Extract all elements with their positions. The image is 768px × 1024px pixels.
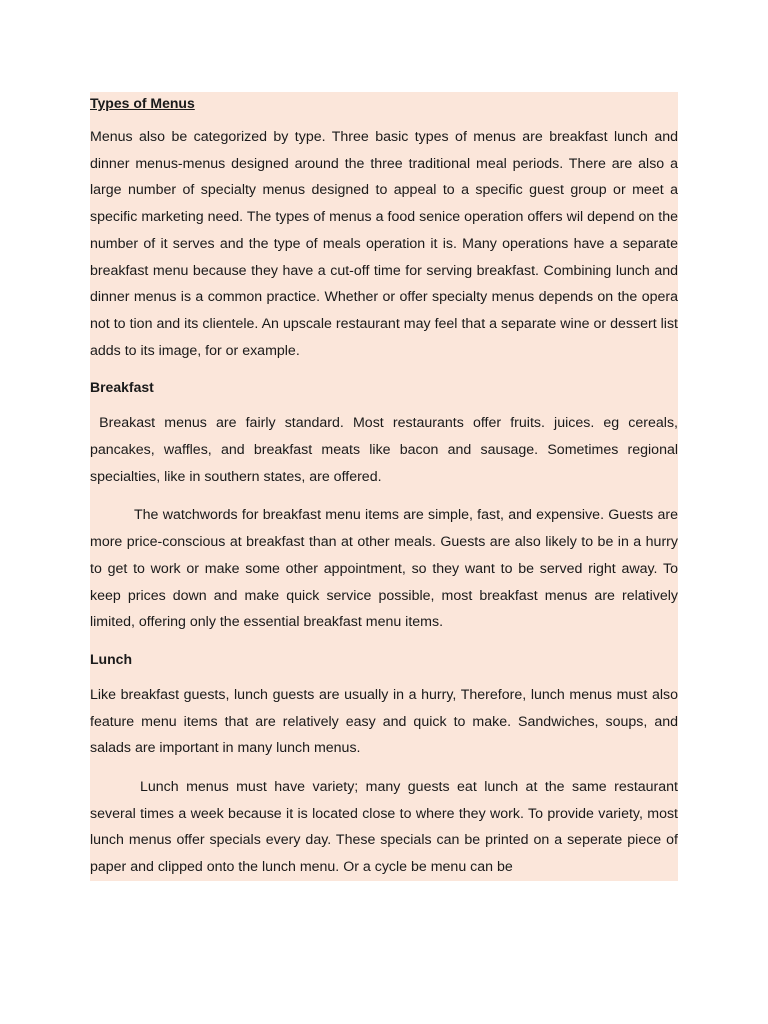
heading-breakfast: Breakfast bbox=[90, 376, 678, 398]
spacer bbox=[90, 762, 678, 774]
document-page bbox=[90, 92, 678, 881]
heading-lunch: Lunch bbox=[90, 648, 678, 670]
spacer bbox=[90, 114, 678, 124]
spacer bbox=[90, 670, 678, 682]
spacer bbox=[90, 490, 678, 502]
paragraph-breakfast-1: Breakast menus are fairly standard. Most restaurants offer fruits. juices. eg cereals, pancakes, waffles, and breakfast meats like bacon and sausage. Sometimes regional specialties, like in southern states, are offered. bbox=[90, 410, 678, 490]
paragraph-lunch-2: Lunch menus must have variety; many guests eat lunch at the same restaurant several times a week because it is located close to where they work. To provide variety, most lunch menus offer specials every day. These specials can be printed on a seperate piece of paper and clipped onto the lunch menu. Or a cycle be menu can be bbox=[90, 774, 678, 881]
paragraph-breakfast-2: The watchwords for breakfast menu items are simple, fast, and expensive. Guests are more price-conscious at breakfast than at other meals. Guests are also likely to be in a hurry to get to work or make some other appointment, so they want to be served right away. To keep prices down and make quick service possible, most breakfast menus are relatively limited, offering only the essential breakfast menu items. bbox=[90, 502, 678, 636]
spacer bbox=[90, 398, 678, 410]
paragraph-types-of-menus: Menus also be categorized by type. Three basic types of menus are breakfast lunch and dinner menus-menus designed around the three traditional meal periods. There are also a large number of specialty menus designed to appeal to a specific guest group or meet a specific marketing need. The types of menus a food senice operation offers wil depend on the number of it serves and the type of meals operation it is. Many operations have a separate breakfast menu because they have a cut-off time for serving breakfast. Combining lunch and dinner menus is a common practice. Whether or offer specialty menus depends on the opera not to tion and its clientele. An upscale restaurant may feel that a separate wine or dessert list adds to its image, for or example. bbox=[90, 124, 678, 364]
heading-types-of-menus-text: Types of Menus bbox=[90, 95, 195, 111]
paragraph-lunch-1: Like breakfast guests, lunch guests are usually in a hurry, Therefore, lunch menus must also feature menu items that are relatively easy and quick to make. Sandwiches, soups, and salads are important in many lunch menus. bbox=[90, 682, 678, 762]
heading-types-of-menus bbox=[90, 92, 678, 114]
spacer bbox=[90, 364, 678, 376]
spacer bbox=[90, 636, 678, 648]
